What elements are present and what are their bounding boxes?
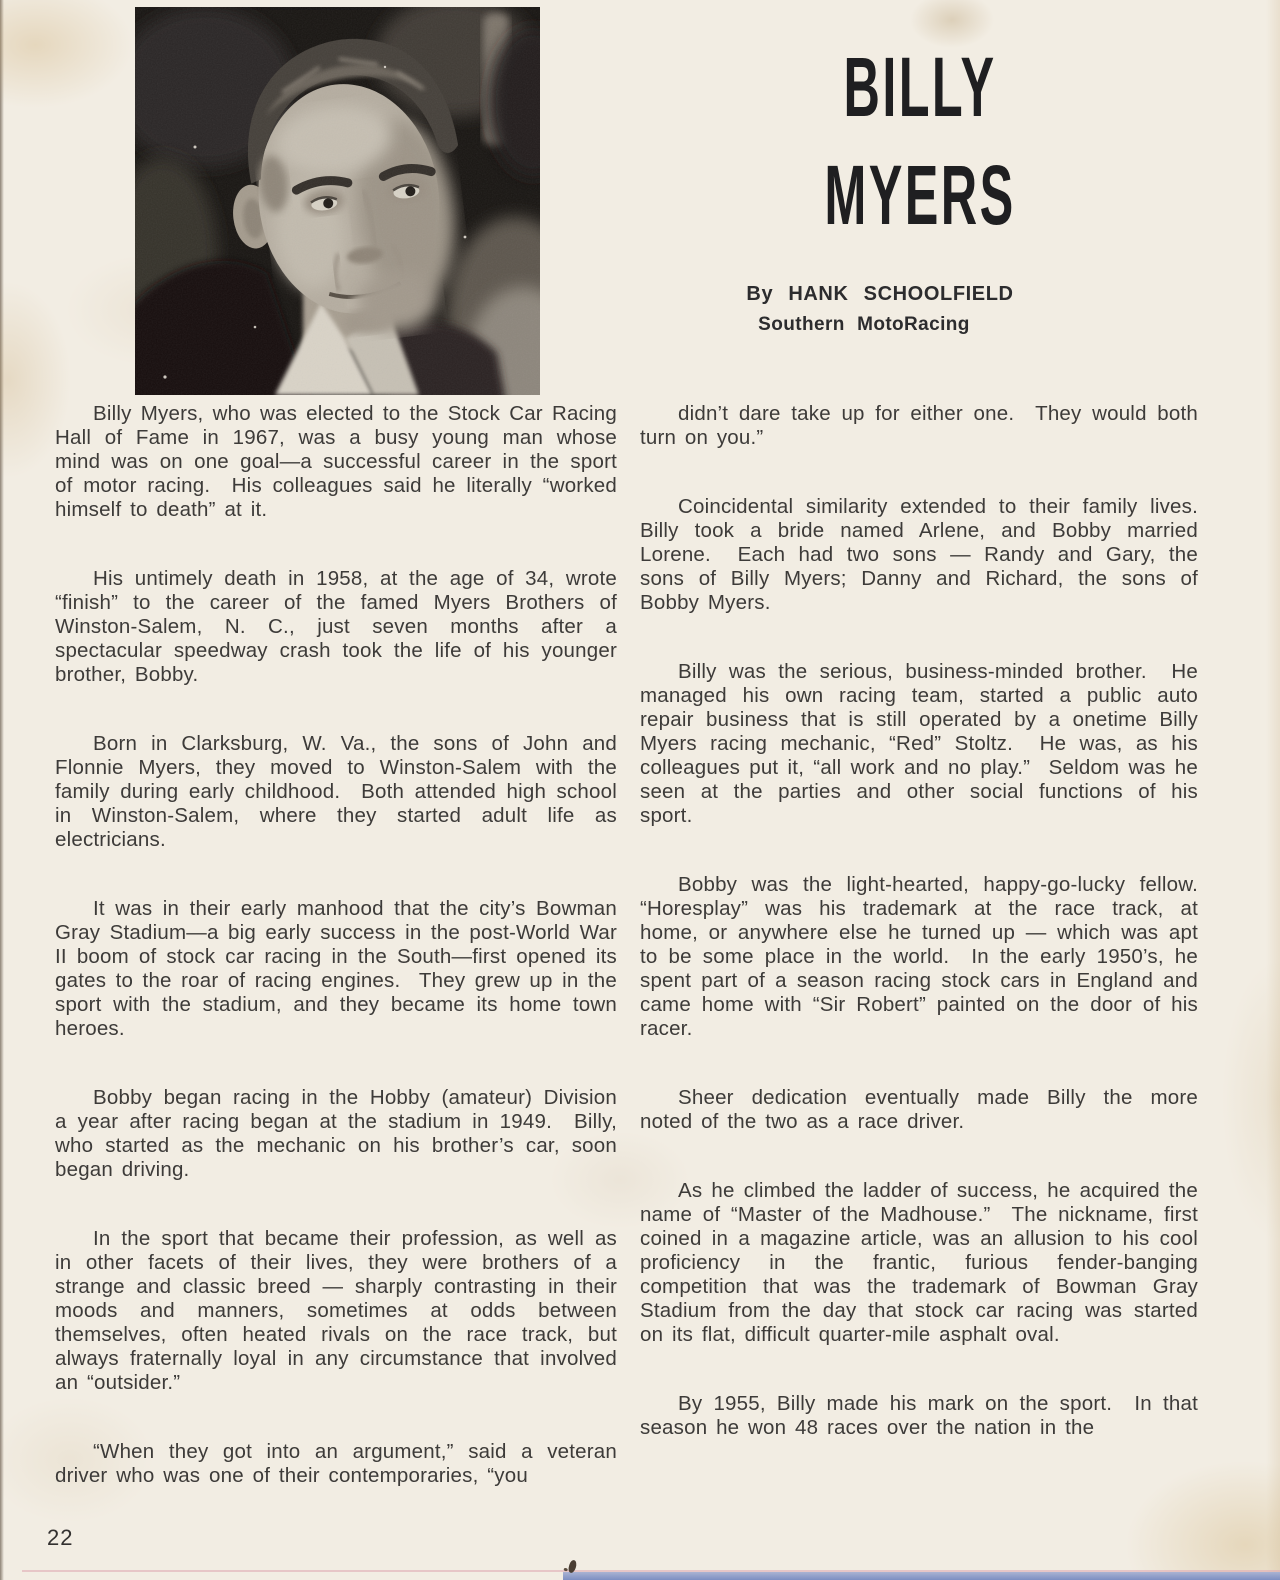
paragraph: Billy Myers, who was elected to the Stock Car Racing Hall of Fame in 1967, was a busy young man whose mind was on one goal—a successful career in the sport of motor racing. His colleagues said he literally “worked himself to death” at it. [55, 402, 626, 521]
paragraph: Billy was the serious, business-minded brother. He managed his own racing team, started a public auto repair business that is still operated by a onetime Billy Myers racing mechanic, “Red” Stoltz. He was, as his colleagues put it, “all work and no play.” Seldom was he seen at the parties and other social functions of his sport. [640, 660, 1207, 827]
byline-organization: Southern MotoRacing [758, 314, 970, 335]
article-title-line1: BILLY [843, 40, 997, 134]
portrait-photo-graphic [135, 7, 540, 395]
paragraph: His untimely death in 1958, at the age of 34, wrote “finish” to the career of the famed Myers Brothers of Winston-Salem, N. C., just seven months after a spectacular speedway crash took the life of his younger brother, Bobby. [55, 567, 626, 686]
paragraph: Coincidental similarity extended to their family lives. Billy took a bride named Arlene, and Bobby married Lorene. Each had two sons — Randy and Gary, the sons of Billy Myers; Danny and Richard, the sons of Bobby Myers. [640, 495, 1216, 614]
paragraph: “When they got into an argument,” said a veteran driver who was one of their contemporaries, “you [55, 1440, 626, 1487]
paragraph: Bobby began racing in the Hobby (amateur) Division a year after racing began at the stadium in 1949. Billy, who started as the mechanic on his brother’s car, soon began driving. [55, 1086, 626, 1181]
paragraph: In the sport that became their profession, as well as in other facets of their lives, they were brothers of a strange and classic breed — sharply contrasting in their moods and manners, sometimes at odds between themselves, often heated rivals on the race track, but always fraternally loyal in any circumstance that involved an “outsider.” [55, 1227, 626, 1394]
paragraph: Bobby was the light-hearted, happy-go-lucky fellow. “Horesplay” was his trademark at the race track, at home, or anywhere else he turned up — which was apt to be some place in the world. In the early 1950’s, he spent part of a season racing stock cars in England and came home with “Sir Robert” painted on the door of his racer. [640, 873, 1216, 1040]
paragraph: As he climbed the ladder of success, he acquired the name of “Master of the Madhouse.” The nickname, first coined in a magazine article, was an allusion to his cool proficiency in the frantic, furious fender-banging competition that was the trademark of Bowman Gray Stadium from the day that stock car racing was started on its flat, difficult quarter-mile asphalt oval. [640, 1179, 1207, 1346]
billy-myers-photo [135, 7, 540, 395]
bottom-accent-strip [563, 1572, 1280, 1580]
article-title-line2: MYERS [824, 148, 1016, 242]
paragraph: Sheer dedication eventually made Billy the more noted of the two as a race driver. [640, 1086, 1207, 1133]
paragraph: Born in Clarksburg, W. Va., the sons of John and Flonnie Myers, they moved to Winston-Salem with the family during early childhood. Both attended high school in Winston-Salem, where they started adult life as electricians. [55, 732, 626, 851]
left-column [55, 402, 626, 1488]
right-column [640, 402, 1216, 1440]
paragraph: By 1955, Billy made his mark on the sport. In that season he won 48 races over the nation in the [640, 1392, 1207, 1439]
paragraph: It was in their early manhood that the city’s Bowman Gray Stadium—a big early success in the post-World War II boom of stock car racing in the South—first opened its gates to the roar of racing engines. They grew up in the sport with the stadium, and they became its home town heroes. [55, 897, 626, 1040]
paragraph: didn’t dare take up for either one. They would both turn on you.” [640, 402, 1207, 449]
byline: By HANK SCHOOLFIELD [746, 283, 1014, 305]
page-number: 22 [47, 1525, 74, 1550]
